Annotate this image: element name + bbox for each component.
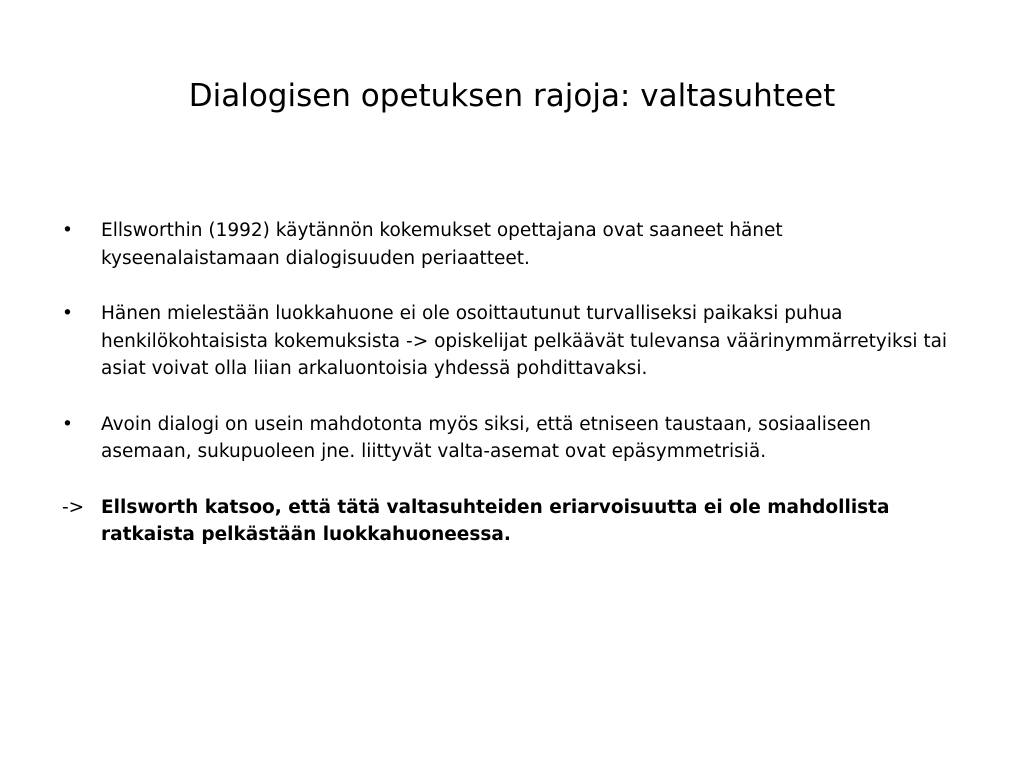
slide-body bbox=[62, 217, 962, 549]
conclusion-item bbox=[62, 494, 962, 549]
conclusion-text: Ellsworth katsoo, että tätä valtasuhteiden eriarvoisuutta ei ole mahdollista ratkaista pelkästään luokkahuoneessa. bbox=[101, 496, 890, 545]
bullet-text: Ellsworthin (1992) käytännön kokemukset opettajana ovat saaneet hänet kyseenalaistamaan dialogisuuden periaatteet. bbox=[101, 220, 783, 269]
bullet-text: Avoin dialogi on usein mahdotonta myös siksi, että etniseen taustaan, sosiaaliseen asemaan, sukupuoleen jne. liittyvät valta-asemat ovat epäsymmetrisiä. bbox=[101, 413, 871, 462]
bullet-item-2 bbox=[62, 300, 962, 383]
bullet-marker: • bbox=[62, 303, 73, 324]
bullet-marker: • bbox=[62, 413, 73, 435]
bullet-item-3 bbox=[62, 411, 962, 466]
bullet-marker: • bbox=[62, 220, 73, 241]
conclusion-arrow: -> bbox=[62, 496, 85, 518]
bullet-text: Hänen mielestään luokkahuone ei ole osoittautunut turvalliseksi paikaksi puhua henkilökohtaisista kokemuksista -> opiskelijat pelkäävät tulevansa väärinymmärretyiksi tai asiat voivat olla liian arkaluontoisia yhdessä pohdittavaksi. bbox=[101, 303, 948, 379]
bullet-item-1 bbox=[62, 217, 962, 272]
slide-title: Dialogisen opetuksen rajoja: valtasuhteet bbox=[188, 78, 836, 114]
